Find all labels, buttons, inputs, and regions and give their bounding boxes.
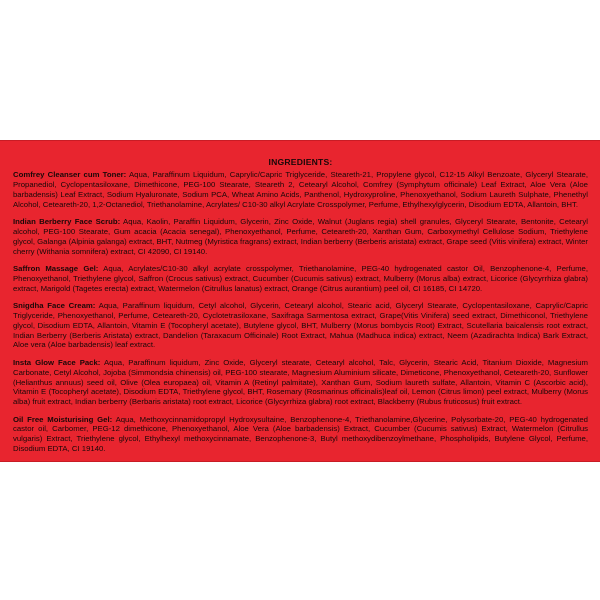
ingredient-section-saffron-gel bbox=[13, 264, 588, 294]
section-product-name: Snigdha Face Cream: bbox=[13, 300, 96, 310]
ingredient-section-insta-glow-pack bbox=[13, 358, 588, 408]
section-product-name: Oil Free Moisturising Gel: bbox=[13, 414, 113, 424]
ingredient-section-berberry-scrub bbox=[13, 217, 588, 257]
section-product-name: Insta Glow Face Pack: bbox=[13, 357, 101, 367]
section-ingredient-list: Aqua, Paraffinum liquidum, Cetyl alcohol, Glycerin, Cetearyl alcohol, Stearic acid, Glyceryl Stearate, Cyclopentasiloxane, Caprylic/Capric Triglyceride, Phenoxyethanol, Perfume, Ceteareth-20, Cyclotetrasiloxane, Saxifraga Sarmentosa extract, Grape(Vitis Vinifera) seed extract, Dimethiconol, Triethylene glycol, Disodium EDTA, Allantoin, Vitamin E (Tocopheryl acetate), Butylene glycol, BHT, Mulberry (Morus bombycis Root) Extract, Scutellaria baicalensis root extract, Indian Berberry (Berberis Aristata) extract, Dandelion (Taraxacum Officinale) Root Extract, Mahua (Madhuca indica) extract, Neem (Azadirachta Indica) Bark Extract, Aloe vera (Aloe barbadensis) leaf extract. bbox=[13, 300, 588, 350]
section-ingredient-list: Aqua, Acrylates/C10-30 alkyl acrylate crosspolymer, Triethanolamine, PEG-40 hydrogenated castor Oil, Benzophenone-4, Perfume, Phenoxyethanol, Triethylene glycol, Saffron (Crocus sativus) extract, Cucumber (Cucumis sativus) extract, Mulberry (Morus alba) extract, Licorice (Glycyrrhiza glabra) extract, Marigold (Tagetes erecta) extract, Watermelon (Citrullus lanatus) extract, Orange (Citrus aurantium) peel oil, CI 16185, CI 14720. bbox=[13, 263, 588, 293]
ingredient-section-oil-free-gel bbox=[13, 415, 588, 455]
section-ingredient-list: Aqua, Paraffinum Liquidum, Caprylic/Capric Triglyceride, Steareth-21, Propylene glycol, C12-15 Alkyl Benzoate, Glyceryl Stearate, Propanediol, Cyclopentasiloxane, Dimethicone, PEG-100 Stearate, Steareth 2, Cetearyl Alcohol, Comfrey (Symphytum officinale) Leaf Extract, Aloe Vera (Aloe barbadensis) Leaf Extract, Sodium Hyaluronate, Sodium PCA, Wheat Amino Acids, Panthenol, Hydroxyproline, Phenoxyethanol, Sodium Laureth Sulphate, Phenethyl Alcohol, Ceteareth-20, 1,2-Octanediol, Triethanolamine, Acrylates/ C10-30 alkyl Acrylate Crosspolymer, Perfume, Ethylhexylglycerin, Disodium EDTA, Allantoin, BHT. bbox=[13, 170, 588, 209]
section-ingredient-list: Aqua, Methoxycinnamidopropyl Hydroxysultaine, Benzophenone-4, Triethanolamine,Glycerine, Polysorbate-20, PEG-40 hydrogenated castor oil, Carbomer, PEG-12 dimethicone, Phenoxyethanol, Aloe Vera (Aloe barbadensis) Extract, Cucumber (Cucumis sativus) Extract, Watermelon (Citrullus vulgaris) Extract, Triethylene glycol, Ethylhexyl methoxycinnamate, Benzophenone-3, Butyl methoxydibenzoylmethane, Phospholipids, Butylene Glycol, Perfume, Disodium EDTA, CI 19140. bbox=[13, 414, 588, 454]
section-ingredient-list: Aqua, Kaolin, Paraffin Liquidum, Glycerin, Zinc Oxide, Walnut (Juglans regia) shell granules, Glyceryl Stearate, Bentonite, Cetearyl alcohol, PEG-100 Stearate, Gum acacia (Acacia senegal), Phenoxyethanol, Perfume, Ceteareth-20, Xanthan Gum, Carboxymethyl Cellulose Sodium, Triethylene glycol, Galanga (Alpinia galanga) extract, BHT, Nutmeg (Myristica fragrans) extract, Indian berberry (Berberis aristata) extract, Grape seed (Vitis vinifera) extract, Winter cherry (Withania somnifera) extract, CI 42090, CI 19140. bbox=[13, 216, 588, 256]
section-product-name: Indian Berberry Face Scrub: bbox=[13, 216, 121, 226]
ingredient-section-snigdha-cream bbox=[13, 301, 588, 351]
ingredients-heading: INGREDIENTS: bbox=[268, 157, 333, 167]
section-product-name: Saffron Massage Gel: bbox=[13, 263, 99, 273]
section-ingredient-list: Aqua, Paraffinum liquidum, Zinc Oxide, Glyceryl stearate, Cetearyl alcohol, Talc, Glycerin, Stearic Acid, Titanium Dioxide, Magnesium Carbonate, Cetyl Alcohol, Jojoba (Simmondsia chinensis) oil, PEG-100 stearate, Magnesium Aluminium silicate, Dimeticone, Phenoxyethanol, Ceteareth-20, Sunflower (Helianthus annuus) seed oil, Olive (Olea europaea) oil, Vitamin A (Retinyl palmitate), Xanthan Gum, Sodium laureth sulfate, Allantoin, Vitamin C (Ascorbic acid), Vitamin E (Tocopheryl acetate), Disodium EDTA, Triethylene glycol, BHT, Rosemary (Rosmarinus officinalis)leaf oil, Lemon (Citrus limon) peel extract, Mulberry (Morus alba) fruit extract, Indian berberry (Berbaris aristata) root extract, Licorice (Glycyrrhiza glabra) root extract, Blackberry (Rubus fruticosus) fruit extract. bbox=[13, 357, 588, 407]
ingredients-label-panel bbox=[0, 140, 600, 462]
section-product-name: Comfrey Cleanser cum Toner: bbox=[13, 170, 127, 179]
ingredient-section-comfrey-cleanser bbox=[13, 170, 588, 210]
